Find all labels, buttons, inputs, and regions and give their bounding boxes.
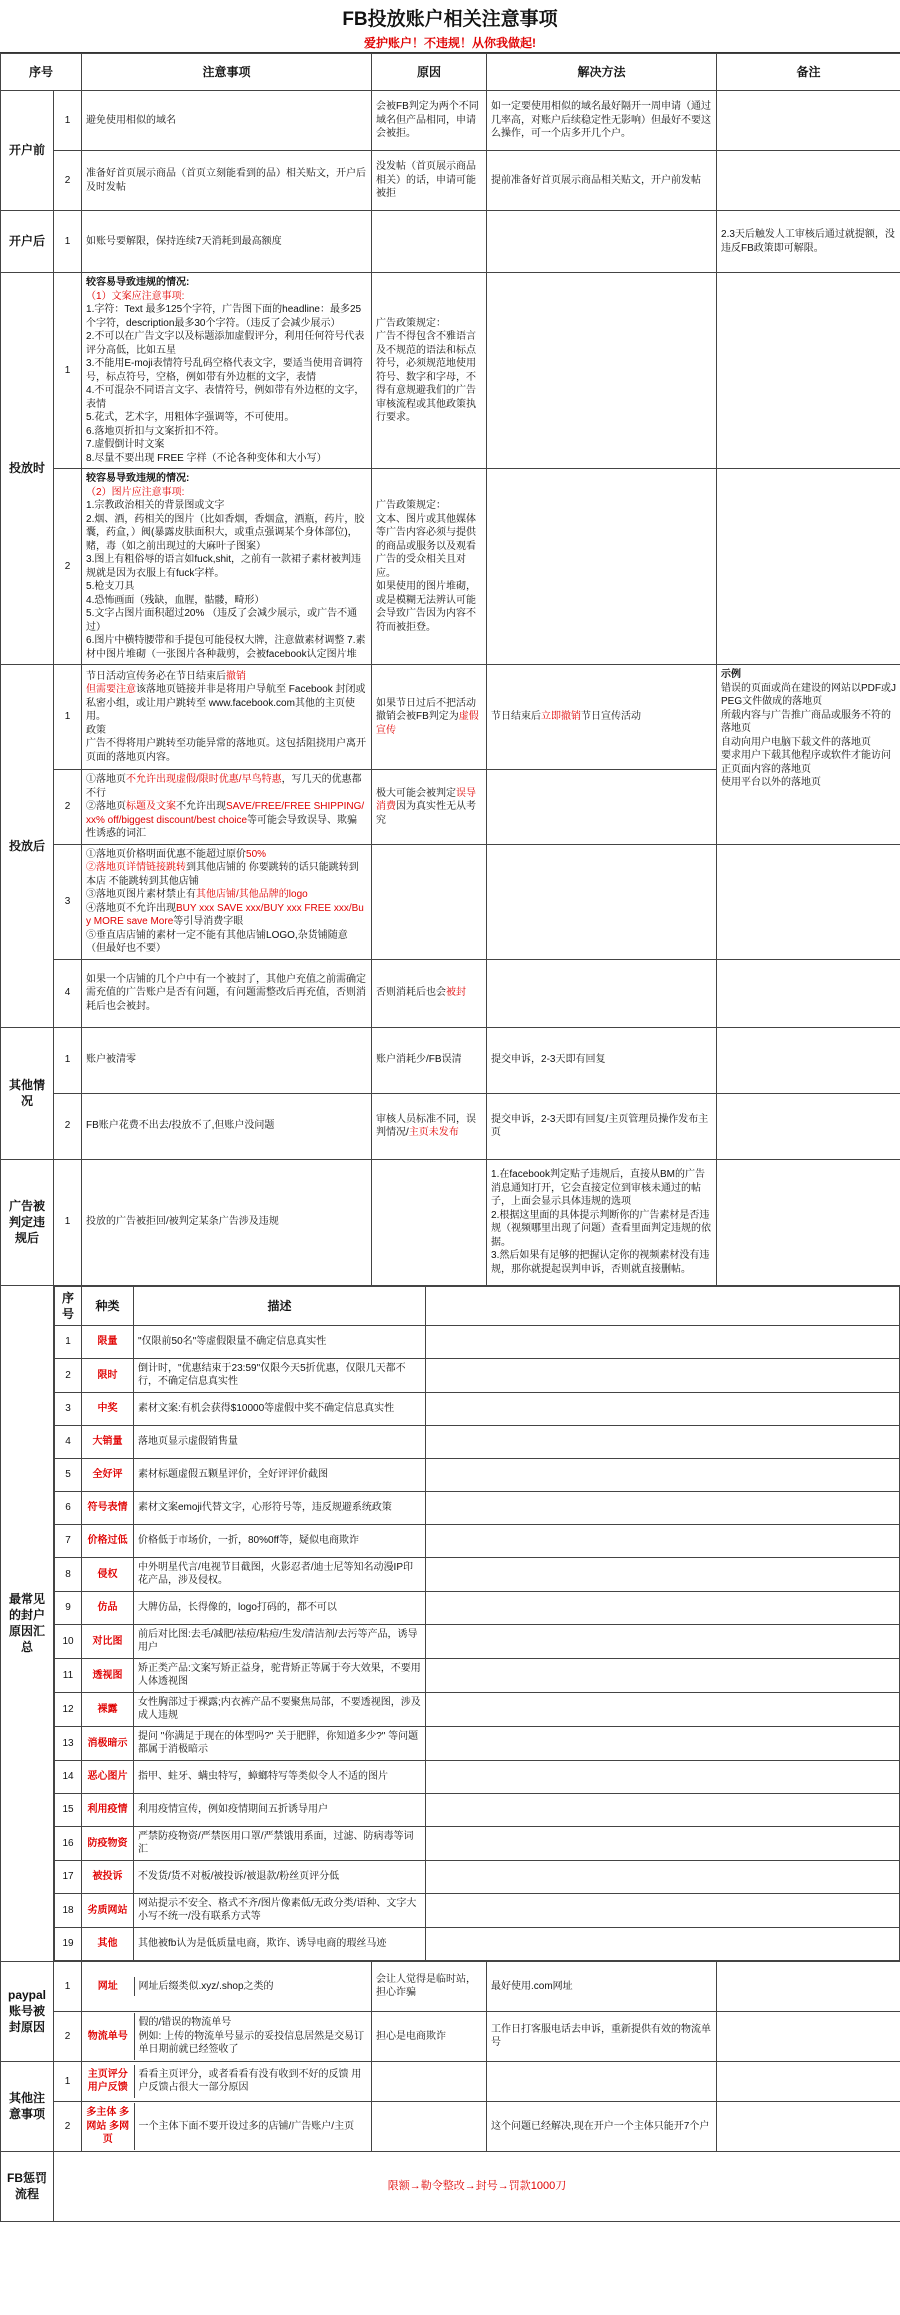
remark-cell	[717, 2011, 900, 2061]
note-text: ②落地页	[86, 801, 127, 812]
row-number: 2	[54, 2011, 82, 2061]
remark-cell: 2.3天后触发人工审核后通过就提额，没违反FB政策即可解限。	[717, 211, 900, 273]
list-item: 7 价格过低 价格低于市场价，一折，80%0ff等，疑似电商欺诈	[55, 1524, 900, 1557]
reason-text: 否则消耗后也会	[376, 987, 447, 999]
header	[0, 0, 900, 53]
reason-cell: 广告政策规定： 文本、图片或其他媒体等广告内容必须与提供的商品或服务以及观看广告的受众相关且对应。 如果使用的图片堆砌，或是模糊无法辨认可能会导致广告因为内容不符而被拒登。	[372, 469, 487, 665]
category-common: 最常见的封户原因汇总	[1, 1285, 54, 1961]
note-text: ①落地页价格明面优惠不能超过原价	[86, 848, 247, 860]
row-number: 2	[54, 1093, 82, 1159]
reason-highlight: 主页未发布	[408, 1127, 459, 1138]
row-number: 2	[54, 151, 82, 211]
page-subtitle: 爱护账户！不违规！从你我做起!	[364, 36, 536, 50]
category-during: 投放时	[1, 273, 54, 665]
note-line: 3.图上有粗俗辱的语言如fuck,shit，之前有一款裙子素材被判违规就是因为衣服上有fuck字样。	[86, 554, 362, 579]
list-item: 6 符号表情 素材文案emoji代替文字，心形符号等，违反规避系统政策	[55, 1491, 900, 1524]
note-highlight: 其他店铺/其他品牌的logo	[196, 889, 308, 900]
reason-cell	[372, 1159, 487, 1285]
header-solution: 解决方法	[487, 54, 717, 91]
list-item: 10 对比图 前后对比图:去毛/减肥/祛痘/粘痘/生发/清洁剂/去污等产品，诱导用户	[55, 1624, 900, 1658]
note-text: 广告不得将用户跳转至功能异常的落地页。这包括阻挠用户离开页面的落地页内容。	[86, 738, 367, 763]
penalty-flow: 限额→勒令整改→封号→罚款1000刀	[54, 2151, 900, 2221]
note-highlight: 标题及文案	[126, 801, 177, 812]
list-item: 13 消极暗示 提问 "你满足于现在的体型吗?" 关于肥胖，你知道多少?" 等问题都属于消极暗示	[55, 1726, 900, 1760]
reason-cell	[372, 1093, 487, 1159]
reason-text: 因为真实性无从考究	[376, 801, 477, 826]
solution-highlight: 立即撤销	[541, 711, 582, 723]
note-text: ，写几天的优惠都不行	[86, 774, 362, 799]
reason-cell	[372, 959, 487, 1027]
remark-cell	[717, 959, 900, 1027]
reason-cell	[372, 211, 487, 273]
note-line: 1.字符：Text 最多125个字符，广告图下面的headline：最多25个字符，description最多30个字符。（违反了会减少展示）	[86, 304, 362, 329]
solution-cell	[487, 211, 717, 273]
note-heading: 较容易导致违规的情况:	[86, 473, 190, 484]
row-number: 1	[54, 2061, 82, 2101]
table-row	[1, 959, 900, 1027]
category-paypal: paypal账号被封原因	[1, 1961, 54, 2061]
category-ad-rejected: 广告被判定违规后	[1, 1159, 54, 1285]
header-notes: 注意事项	[82, 54, 372, 91]
remark-line: 使用平台以外的落地页	[721, 777, 822, 788]
header-reason: 原因	[372, 54, 487, 91]
remark-cell	[717, 1027, 900, 1093]
solution-cell	[487, 469, 717, 665]
page-title: FB投放账户相关注意事项	[342, 9, 558, 30]
note-line: 1.宗教政治相关的背景图或文字	[86, 500, 225, 511]
paypal-keyword: 网址	[82, 1977, 134, 1997]
note-subheading: （1）文案应注意事项:	[86, 290, 185, 302]
note-line: 6.落地页折扣与文案折扣不符。	[86, 425, 225, 437]
solution-cell: 提交申诉，2-3天即有回复	[487, 1027, 717, 1093]
list-item: 1 限量 "仅限前50名"等虚假限量不确定信息真实性	[55, 1325, 900, 1358]
list-item: 16 防疫物资 严禁防疫物资/严禁医用口罩/严禁饿用系面，过滤、防病毒等词汇	[55, 1826, 900, 1860]
note-text: ④落地页不允许出现	[86, 902, 177, 914]
solution-cell	[487, 770, 717, 845]
note-cell	[82, 2011, 372, 2061]
list-item: 15 利用疫情 利用疫情宣传，例如疫情期间五折诱导用户	[55, 1793, 900, 1826]
remark-line: 自动向用户电脑下载文件的落地页	[721, 736, 872, 748]
row-number: 2	[54, 770, 82, 845]
reason-cell: 广告政策规定： 广告不得包含不雅语言及不规范的语法和标点符号，必须规范地使用符号、数字和字母，不得有意规避我们的广告审核流程或其他政策执行要求。	[372, 273, 487, 469]
note-highlight: 不允许出现虚假/限时优惠/早鸟特惠	[126, 774, 282, 785]
note-subheading: （2）图片应注意事项:	[86, 486, 185, 498]
row-number: 1	[54, 211, 82, 273]
note-cell: 准备好首页展示商品（首页立刻能看到的品）相关贴文，开户后及时发帖	[82, 151, 372, 211]
note-text: 该落地页链接并非是将用户导航至 Facebook 封闭或私密小组，或让用户跳转至 www.facebook.com其他的主页使用。	[86, 684, 366, 723]
note-highlight: ②落地页详情链接跳转	[86, 862, 187, 873]
table-row	[1, 1961, 900, 2011]
solution-cell	[487, 2061, 717, 2101]
table-row	[1, 1159, 900, 1285]
reason-cell: 会被FB判定为两个不同域名但产品相同，申请会被拒。	[372, 91, 487, 151]
note-cell: FB账户花费不出去/投放不了,但账户没问题	[82, 1093, 372, 1159]
notes-table	[0, 53, 900, 2222]
table-row	[1, 2011, 900, 2061]
category-other: 其他情况	[1, 1027, 54, 1159]
reason-cell: 担心是电商欺诈	[372, 2011, 487, 2061]
table-row	[1, 151, 900, 211]
note-text: ①落地页	[86, 774, 127, 785]
remark-title: 示例	[721, 669, 742, 680]
note-cell: 如果一个店铺的几个户中有一个被封了，其他户充值之前需确定需充值的广告账户是否有问题，有问题需整改后再充值，否则消耗后也会被封。	[82, 959, 372, 1027]
row-number: 2	[54, 2101, 82, 2151]
note-heading: 较容易导致违规的情况:	[86, 277, 190, 288]
reason-cell	[372, 2061, 487, 2101]
category-before: 开户前	[1, 91, 54, 211]
reason-cell	[372, 2101, 487, 2151]
note-cell: 避免使用相似的域名	[82, 91, 372, 151]
list-item: 5 全好评 素材标题虚假五颗星评价，全好评评价截图	[55, 1458, 900, 1491]
common-reasons-cell	[54, 1285, 900, 1961]
note-cell	[82, 1961, 372, 2011]
row-number: 1	[54, 665, 82, 770]
table-row	[1, 1093, 900, 1159]
note-line: 5.枪支刀具	[86, 581, 135, 592]
note-line: 4.不可混杂不同语言文字、表情符号，例如带有外边框的文字，表情	[86, 385, 365, 410]
list-item: 11 透视图 矫正类产品:文案写矫正益身，驼背矫正等属于夸大效果，不要用人体透视图	[55, 1658, 900, 1692]
remark-line: 错误的页面或尚在建设的网站以PDF或JPEG文件做成的落地页	[721, 682, 897, 707]
note-text: 到其他店铺的 你要跳转的话只能跳转到本店 不能跳转到其他店铺	[86, 862, 359, 887]
remark-cell	[717, 844, 900, 959]
table-row	[1, 2101, 900, 2151]
note-highlight: 50%	[246, 848, 267, 860]
solution-cell: 提前准备好首页展示商品相关贴文，开户前发帖	[487, 151, 717, 211]
list-item: 12 裸露 女性胸部过于裸露;内衣裤产品不要聚焦局部，不要透视图，涉及成人违规	[55, 1692, 900, 1726]
note-cell: 账户被清零	[82, 1027, 372, 1093]
remark-cell	[717, 2101, 900, 2151]
list-item: 8 侵权 中外明星代言/电视节目截图，火影忍者/迪士尼等知名动漫IP印花产品，涉及侵权。	[55, 1557, 900, 1591]
note-line: 2.不可以在广告文字以及标题添加虚假评分，利用任何符号代表评分高低，比如五星	[86, 331, 365, 356]
remark-cell	[717, 2061, 900, 2101]
note-line: 3.不能用E-moji表情符号乱码空格代表文字，要适当使用音调符号，标点符号，空格，例如带有外边框的文字，表情	[86, 358, 363, 383]
note-highlight: 撤销	[226, 670, 247, 682]
notes-desc: 看看主页评分，或者看看有没有收到不好的反馈 用户反馈占很大一部分原因	[138, 2068, 362, 2094]
category-after-launch: 投放后	[1, 665, 54, 1028]
note-highlight: BUY xxx SAVE xxx/BUY xxx FREE xxx/Buy MORE save More	[86, 902, 364, 927]
table-row	[1, 1027, 900, 1093]
row-number: 3	[54, 844, 82, 959]
note-cell: 如账号要解限，保持连续7天消耗到最高额度	[82, 211, 372, 273]
remark-cell	[717, 469, 900, 665]
solution-cell: 最好使用.com网址	[487, 1961, 717, 2011]
common-header-desc: 描述	[134, 1286, 426, 1325]
remark-line: 要求用户下载其他程序或软件才能访问正页面内容的落地页	[721, 750, 892, 775]
note-cell	[82, 665, 372, 770]
solution-text: 节日宣传活动	[581, 711, 642, 723]
note-text: ⑤垂直店店铺的素材一定不能有其他店铺LOGO,杂货铺随意（但最好也不要）	[86, 929, 348, 954]
row-number: 1	[54, 91, 82, 151]
header-remark: 备注	[717, 54, 900, 91]
header-seq: 序号	[1, 54, 82, 91]
list-item: 18 劣质网站 网站提示不安全、格式不齐/图片像素低/无政分类/语种、文字大小写不统一/没有联系方式等	[55, 1893, 900, 1927]
table-row	[1, 2061, 900, 2101]
note-cell	[82, 844, 372, 959]
note-line: 8.尽量不要出现 FREE 字样（不论各种变体和大小写）	[86, 452, 327, 464]
list-item: 19 其他 其他被fb认为是低质量电商，欺诈、诱导电商的瑕丝马迹	[55, 1927, 900, 1960]
header-row	[1, 54, 900, 91]
note-cell	[82, 770, 372, 845]
paypal-keyword: 物流单号	[82, 2013, 134, 2060]
row-number: 4	[54, 959, 82, 1027]
note-line: 7.虚假倒计时文案	[86, 439, 165, 450]
common-header-blank	[426, 1286, 900, 1325]
table-row	[1, 91, 900, 151]
reason-cell	[372, 770, 487, 845]
note-text: 等可能会导致误导、欺骗性诱惑的词汇	[86, 814, 358, 839]
remark-cell	[717, 1093, 900, 1159]
solution-cell: 工作日打客服电话去申诉，重新提供有效的物流单号	[487, 2011, 717, 2061]
note-cell	[82, 2061, 372, 2101]
note-line: 4.恐怖画面（残缺，血腥，骷髅，畸形）	[86, 594, 265, 606]
note-cell	[82, 469, 372, 665]
note-text: 政策	[86, 724, 107, 736]
note-line: 5.文字占图片面积超过20% （违反了会减少展示，或广告不通过）	[86, 608, 358, 633]
solution-cell: 这个问题已经解决,现在开户一个主体只能开7个户	[487, 2101, 717, 2151]
common-reasons-table	[54, 1286, 900, 1961]
note-text: 等引导消费字眼	[173, 916, 244, 927]
category-other-notes: 其他注意事项	[1, 2061, 54, 2151]
reason-highlight: 虚假宣传	[376, 711, 479, 736]
common-header-type: 种类	[82, 1286, 134, 1325]
row-number: 1	[54, 1027, 82, 1093]
paypal-desc: 网址后缀类似.xyz/.shop之类的	[138, 1980, 274, 1992]
note-cell	[82, 273, 372, 469]
reason-text: 极大可能会被判定	[376, 787, 457, 799]
reason-cell: 会让人觉得是临时站，担心诈骗	[372, 1961, 487, 2011]
remark-cell	[717, 91, 900, 151]
notes-keyword: 主页评分用户反馈	[82, 2065, 134, 2098]
table-row	[1, 211, 900, 273]
note-text: ③落地页图片素材禁止有	[86, 889, 197, 900]
solution-cell	[487, 665, 717, 770]
paypal-desc: 假的/错误的物流单号 例如: 上传的物流单号显示的妥投信息居然是交易订单日期前就已经签收了	[138, 2017, 365, 2056]
reason-text: 审核人员标准不同，误判情况/	[376, 1113, 477, 1138]
solution-cell: 提交申诉，2-3天即有回复/主页管理员操作发布主页	[487, 1093, 717, 1159]
note-text: 节日活动宣传务必在节日结束后	[86, 670, 227, 682]
remark-cell	[717, 1961, 900, 2011]
common-header-seq: 序号	[55, 1286, 82, 1325]
category-penalty: FB惩罚流程	[1, 2151, 54, 2221]
note-line: 5.花式，艺术字，用粗体字强调等，不可使用。	[86, 412, 295, 423]
reason-text: 如果节日过后不把活动撤销会被FB判定为	[376, 697, 477, 723]
table-row	[1, 665, 900, 770]
reason-cell: 账户消耗少/FB误清	[372, 1027, 487, 1093]
reason-cell	[372, 665, 487, 770]
remark-cell	[717, 273, 900, 469]
list-item: 9 仿品 大牌仿品，长得像的，logo打码的，都不可以	[55, 1591, 900, 1624]
table-row	[1, 2151, 900, 2221]
table-row	[1, 469, 900, 665]
solution-cell: 1.在facebook判定贴子违规后，直接从BM的广告消息通知打开，它会直接定位到审核未通过的帖子，上面会显示具体违规的选项 2.根据这里面的具体提示判断你的广告素材是否违规（视频哪里出现了问题）查看里面判定违规的依据。 3.然后如果有足够的把握认定你的视频素材没有违规，那你就提起误判申诉，否则就直接删帖。	[487, 1159, 717, 1285]
notes-desc: 一个主体下面不要开设过多的店铺/广告账户/主页	[138, 2120, 355, 2132]
list-item: 17 被投诉 不发货/货不对板/被投诉/被退款/粉丝页评分低	[55, 1860, 900, 1893]
remark-cell	[717, 665, 900, 845]
reason-highlight: 误导消费	[376, 787, 477, 812]
note-line: 2.烟、酒，药相关的图片（比如香烟，香烟盒，酒瓶，药片，胶囊，药盒，）阀(暴露皮肤面积大，或重点强调某个身体部位)，赌，毒（如之前出现过的大麻叶子图案）	[86, 513, 365, 552]
common-header-row	[55, 1286, 900, 1325]
note-highlight: SAVE/FREE/FREE SHIPPING/xx% off/biggest discount/best choice	[86, 801, 365, 826]
list-item: 3 中奖 素材文案:有机会获得$10000等虚假中奖不确定信息真实性	[55, 1392, 900, 1425]
table-row	[1, 1285, 900, 1961]
solution-cell	[487, 273, 717, 469]
row-number: 1	[54, 1159, 82, 1285]
remark-cell	[717, 1159, 900, 1285]
note-highlight: 但需要注意	[86, 684, 137, 696]
list-item: 14 恶心图片 指甲、蛀牙、螨虫特写，蟑螂特写等类似令人不适的图片	[55, 1760, 900, 1793]
row-number: 2	[54, 469, 82, 665]
note-cell: 投放的广告被拒回/被判定某条广告涉及违规	[82, 1159, 372, 1285]
list-item: 4 大销量 落地页显示虚假销售量	[55, 1425, 900, 1458]
solution-text: 节日结束后	[491, 711, 542, 723]
note-text: 不允许出现	[176, 801, 227, 812]
reason-cell	[372, 844, 487, 959]
table-row	[1, 273, 900, 469]
category-after-open: 开户后	[1, 211, 54, 273]
note-cell	[82, 2101, 372, 2151]
solution-cell	[487, 844, 717, 959]
notes-keyword: 多主体 多网站 多网页	[82, 2103, 134, 2150]
note-line: 6.图片中横特腰带和手提包可能侵权大牌，注意做素材调整 7.素材中图片堆砌（一张图片各种裁剪，会被facebook认定图片堆	[86, 635, 366, 660]
reason-highlight: 被封	[446, 987, 467, 999]
row-number: 1	[54, 273, 82, 469]
row-number: 1	[54, 1961, 82, 2011]
reason-cell: 没发帖（首页展示商品相关）的话，申请可能被拒	[372, 151, 487, 211]
remark-line: 所载内容与广告推广商品或服务不符的落地页	[721, 709, 892, 734]
remark-cell	[717, 151, 900, 211]
solution-cell: 如一定要使用相似的域名最好隔开一周申请（通过几率高，对账户后续稳定性无影响）但最好不要这么操作，可一个店多开几个户。	[487, 91, 717, 151]
solution-cell	[487, 959, 717, 1027]
table-row	[1, 844, 900, 959]
list-item: 2 限时 倒计时，"优惠结束于23:59"仅限今天5折优惠，仅限几天都不行，不确定信息真实性	[55, 1358, 900, 1392]
